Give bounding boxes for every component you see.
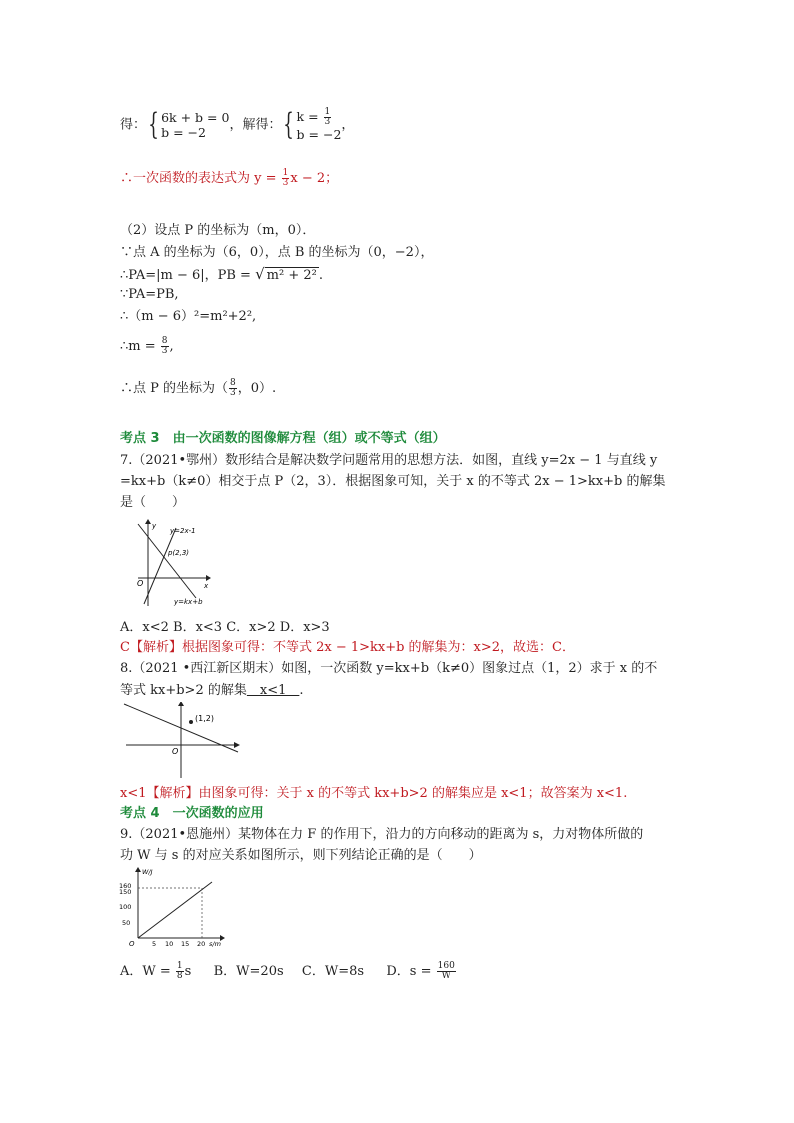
point-p-prefix: ∴点 P 的坐标为（ — [120, 381, 229, 396]
period: . — [318, 268, 323, 283]
xtick-10: 10 — [165, 940, 174, 948]
q7-graph — [118, 518, 214, 610]
de-text: 得： — [120, 117, 147, 133]
xtick-5: 5 — [152, 940, 157, 948]
comma: , — [169, 339, 174, 354]
option-a-suffix: s — [184, 964, 192, 979]
system-1 — [161, 110, 229, 140]
q8-line-2 — [120, 682, 304, 700]
ytick-160: 160 — [119, 882, 132, 890]
brace-icon: { — [283, 107, 295, 142]
fraction-den: 3 — [230, 388, 236, 398]
option-d-prefix: D．s = — [386, 964, 436, 979]
pa-pb-text: ∴PA=|m − 6|，PB = — [120, 268, 256, 283]
sqrt-symbol: √ — [255, 265, 265, 283]
y-axis-arrow-icon — [145, 519, 151, 524]
q8-answer-blank: x<1 — [246, 683, 300, 698]
point-1-2 — [189, 720, 193, 724]
label-line-2: y=kx+b — [174, 598, 203, 606]
system-2 — [297, 108, 342, 142]
fraction-den: 3 — [161, 346, 168, 356]
fraction-num: 1 — [324, 107, 331, 117]
q7-answer: C【解析】根据图象可得：不等式 2x − 1>kx+b 的解集为：x>2，故选：C． — [120, 640, 576, 655]
fraction-den: 3 — [324, 117, 331, 127]
fraction-num: 160 — [437, 961, 455, 971]
system-1-eq-b: b = −2 — [161, 125, 206, 140]
m-equals: ∴m = — [120, 339, 160, 354]
xtick-20: 20 — [197, 940, 206, 948]
q7-options: A．x<2 B．x<3 C．x>2 D．x>3 — [120, 620, 330, 635]
ylabel: W/J — [142, 868, 153, 876]
sqrt-radicand: m² + 2² — [266, 268, 317, 283]
option-c: C．W=8s — [301, 964, 365, 979]
fraction-num: 1 — [282, 168, 289, 178]
part2-line-7 — [120, 379, 276, 398]
fraction — [437, 962, 456, 981]
q9-line-2: 功 W 与 s 的对应关系如图所示，则下列结论正确的是（ ） — [120, 848, 482, 863]
system-2-eq-a: k = — [296, 109, 323, 124]
point-p-suffix: ，0）. — [237, 381, 277, 396]
part2-line-6 — [120, 337, 174, 356]
label-origin: O — [137, 579, 144, 588]
q8-answer: x<1【解析】由图象可得：关于 x 的不等式 kx+b>2 的解集应是 x<1；故答案为 x<1. — [120, 786, 628, 801]
ytick-150: 150 — [119, 888, 132, 896]
q7-line-3: 是（ ） — [120, 495, 186, 510]
x-axis-arrow-icon — [234, 742, 240, 748]
x-axis-arrow-icon — [206, 575, 211, 581]
ytick-50: 50 — [122, 919, 131, 927]
system-2-eq-b: b = −2 — [296, 127, 342, 142]
label-line-1: y=2x-1 — [170, 527, 196, 535]
fraction-num: 1 — [176, 961, 183, 971]
part2-line-5: ∴（m − 6）²=m²+2², — [120, 309, 257, 324]
xtick-15: 15 — [181, 940, 190, 948]
part2-line-1: （2）设点 P 的坐标为（m，0）． — [120, 223, 316, 238]
brace-icon: { — [148, 107, 159, 142]
part2-line-3 — [120, 265, 323, 285]
expression-suffix: x − 2； — [290, 171, 339, 186]
option-b: B．W=20s — [213, 964, 284, 979]
fraction-den: 3 — [282, 178, 289, 188]
q7-line-2: =kx+b（k≠0）相交于点 P（2，3）．根据图象可知，关于 x 的不等式 2x − 1>kx+b 的解集 — [120, 474, 666, 489]
part2-line-2: ∵点 A 的坐标为（6，0），点 B 的坐标为（0，−2）， — [120, 245, 434, 260]
label-y: y — [152, 522, 157, 530]
label-origin: O — [172, 747, 179, 756]
label-point-p: p(2,3) — [168, 549, 190, 557]
q8-graph — [118, 702, 244, 780]
q7-line-1: 7.（2021•鄂州）数形结合是解决数学问题常用的思想方法．如图，直线 y=2x − 1 与直线 y — [120, 453, 658, 468]
expression-prefix: ∴一次函数的表达式为 y = — [120, 171, 281, 186]
jiede-text: ，解得： — [229, 117, 282, 133]
solution-system-line — [120, 108, 354, 142]
section-heading-4: 考点 4 一次函数的应用 — [120, 806, 264, 821]
fraction — [324, 108, 332, 127]
option-a-prefix: A．W = — [120, 964, 175, 979]
origin-label: O — [129, 940, 135, 948]
y-axis-arrow-icon — [135, 867, 141, 872]
fraction — [229, 379, 237, 398]
fraction — [282, 169, 290, 188]
q9-line-1: 9.（2021•恩施州）某物体在力 F 的作用下，沿力的方向移动的距离为 s，力对物体所做的 — [120, 827, 644, 842]
fraction-num: 8 — [161, 336, 168, 346]
fraction — [176, 962, 184, 981]
fraction-den: 8 — [176, 971, 183, 981]
q8-line-2-text: 等式 kx+b>2 的解集 — [120, 683, 247, 698]
label-x: x — [204, 582, 209, 590]
q9-options — [120, 962, 457, 981]
xlabel: s/m — [209, 940, 221, 948]
tail-comma: ， — [341, 117, 355, 133]
line-w-s — [138, 882, 212, 938]
q9-graph — [116, 866, 226, 948]
fraction — [161, 337, 169, 356]
y-axis-arrow-icon — [178, 702, 184, 706]
fraction-num: 8 — [230, 378, 236, 388]
ytick-100: 100 — [119, 903, 132, 911]
period: . — [299, 683, 304, 698]
expression-line — [120, 169, 338, 188]
fraction-den: W — [441, 971, 451, 981]
label-point: (1,2) — [195, 714, 214, 723]
q8-line-1: 8.（2021 •西江新区期末）如图，一次函数 y=kx+b（k≠0）图象过点（1，2）求于 x 的不 — [120, 661, 658, 676]
system-1-eq-a: 6k + b = 0 — [161, 110, 230, 125]
section-heading-3: 考点 3 由一次函数的图像解方程（组）或不等式（组） — [120, 431, 446, 446]
line-kx-plus-b — [138, 524, 196, 598]
part2-line-4: ∵PA=PB, — [120, 287, 179, 302]
